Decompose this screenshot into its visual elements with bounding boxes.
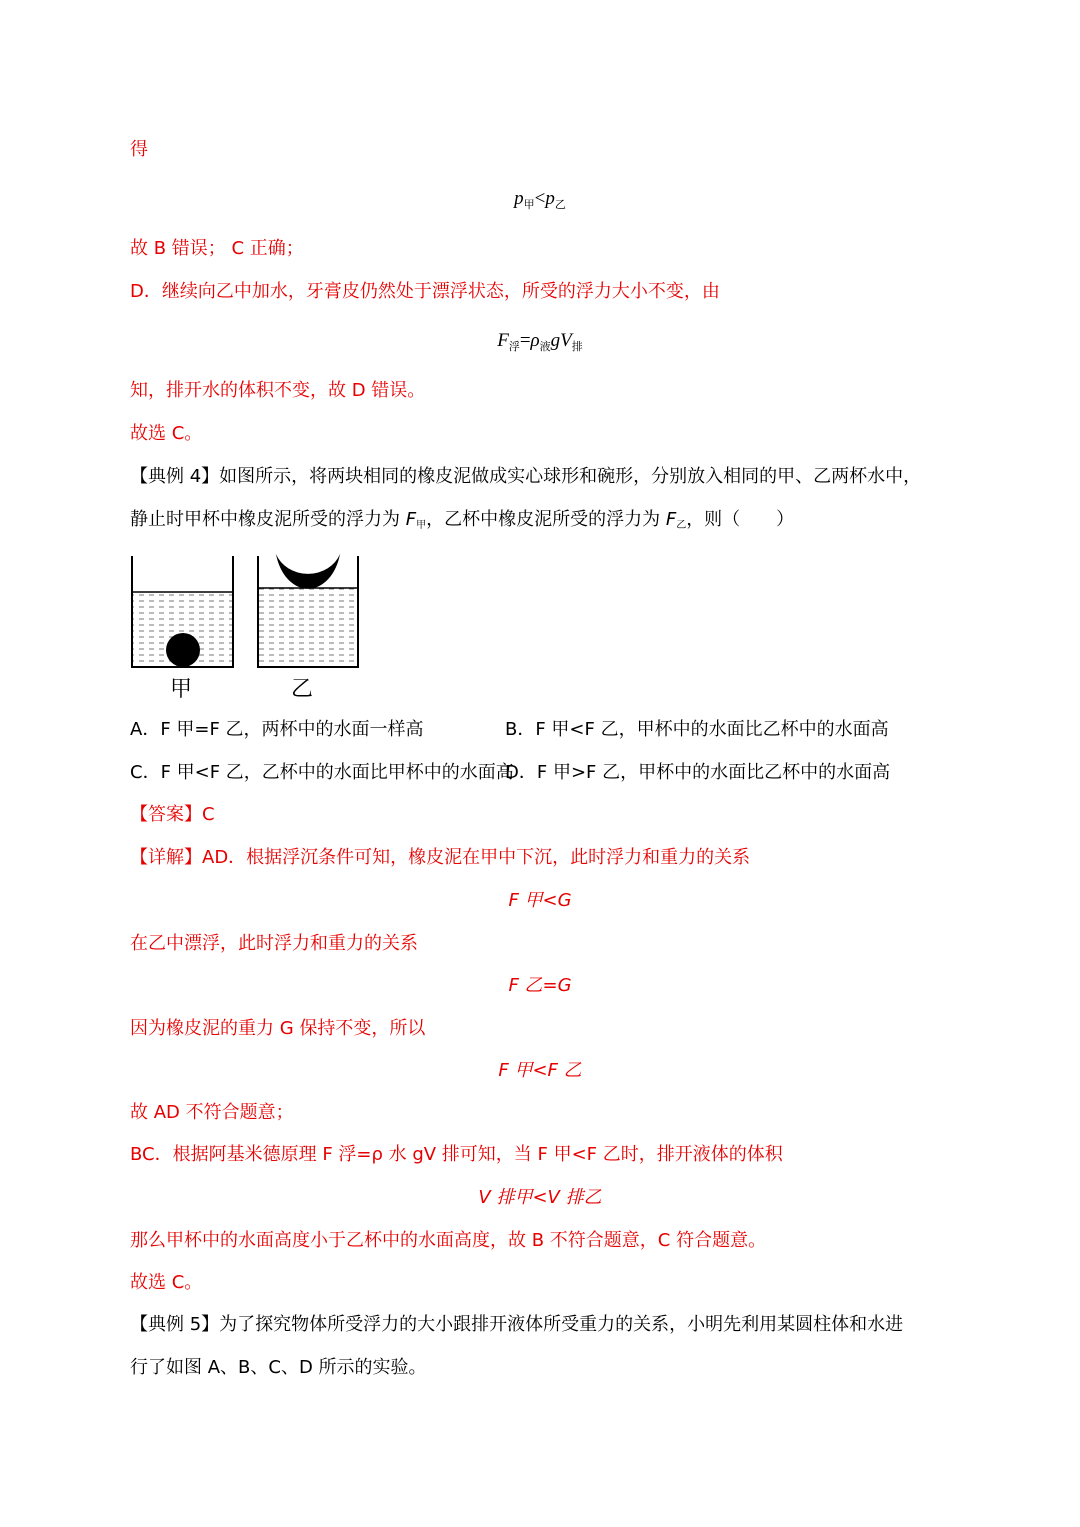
eq2-rho: ρ [530,330,540,351]
option-a-prefix: A． [130,719,161,740]
text-know-line: 知，排开水的体积不变，故 D 错误。 [130,380,426,401]
option-d-body: F 甲>F 乙，甲杯中的水面比乙杯中的水面高 [536,762,891,783]
then-line: 那么甲杯中的水面高度小于乙杯中的水面高度，故 B 不符合题意，C 符合题意。 [130,1230,767,1251]
option-d[interactable] [505,760,890,786]
example4-line2 [130,507,794,536]
eq1-p: p [514,188,524,209]
ex4-F1: F [405,509,417,530]
bowl-clay [276,554,340,589]
equation-6: V 排甲<V 排乙 [478,1187,602,1208]
option-b[interactable] [505,717,889,743]
example5-line2: 行了如图 A、B、C、D 所示的实验。 [130,1357,427,1378]
equation-3: F 甲<G [508,890,572,911]
equation-4: F 乙=G [508,975,572,996]
option-d-prefix: D． [505,762,537,783]
eq1-sub-yi: 乙 [554,199,566,211]
eq2-eq: = [519,330,531,351]
option-b-body: F 甲<F 乙，甲杯中的水面比乙杯中的水面高 [535,719,889,740]
eq1-sub-jia: 甲 [523,199,535,211]
ad-wrong-line: 故 AD 不符合题意； [130,1102,294,1123]
ex4-line2-a: 静止时甲杯中橡皮泥所受的浮力为 [130,509,406,530]
example4-line1: 【典例 4】如图所示，将两块相同的橡皮泥做成实心球形和碗形，分别放入相同的甲、乙两杯水中， [130,466,922,487]
option-a[interactable] [130,717,424,743]
eq2-sub-ye: 液 [539,341,551,353]
water-yi [258,588,358,667]
eq1-p2: p [545,188,555,209]
eq2-sub-fu: 浮 [508,341,520,353]
float-line: 在乙中漂浮，此时浮力和重力的关系 [130,933,418,954]
ex4-line2-b: ，乙杯中橡皮泥所受的浮力为 [426,509,666,530]
text-d-line: D．继续向乙中加水，牙膏皮仍然处于漂浮状态，所受的浮力大小不变，由 [130,281,720,302]
example5-line1: 【典例 5】为了探究物体所受浮力的大小跟排开液体所受重力的关系，小明先利用某圆柱体和水进 [130,1314,904,1335]
eq1-op: < [534,188,546,209]
fig-label-jia: 甲 [170,677,193,702]
ex4-sub1: 甲 [416,520,427,531]
text-b-wrong: 故 B 错误； C 正确； [130,238,304,259]
text-choose-c-2: 故选 C。 [130,1272,203,1293]
beaker-yi [258,554,358,667]
option-c-prefix: C． [130,762,161,783]
ball-clay [166,633,200,667]
equation-buoyancy [0,328,1080,356]
equation-p-compare [0,186,1080,214]
bc-line: BC．根据阿基米德原理 F 浮=ρ 水 gV 排可知，当 F 甲<F 乙时，排开液体的体积 [130,1144,783,1165]
ex4-line2-c: ，则（ ） [686,509,795,530]
option-b-prefix: B． [505,719,536,740]
eq2-sub-pai: 排 [571,341,583,353]
fig-label-yi: 乙 [291,677,314,702]
beaker-jia [132,556,233,667]
ex4-sub2: 乙 [676,520,687,531]
equation-5: F 甲<F 乙 [498,1060,582,1081]
option-c-body: F 甲<F 乙，乙杯中的水面比甲杯中的水面高 [160,762,514,783]
option-c[interactable] [130,760,514,786]
eq2-F: F [497,330,509,351]
ex4-F2: F [665,509,677,530]
because-line: 因为橡皮泥的重力 G 保持不变，所以 [130,1018,426,1039]
text-de: 得 [130,139,148,160]
option-a-body: F 甲=F 乙，两杯中的水面一样高 [160,719,424,740]
detail-line: 【详解】AD．根据浮沉条件可知，橡皮泥在甲中下沉，此时浮力和重力的关系 [130,847,751,868]
eq2-gV: gV [550,330,572,351]
text-choose-c-1: 故选 C。 [130,423,203,444]
answer-line: 【答案】C [130,804,215,825]
beakers-figure [128,550,363,700]
